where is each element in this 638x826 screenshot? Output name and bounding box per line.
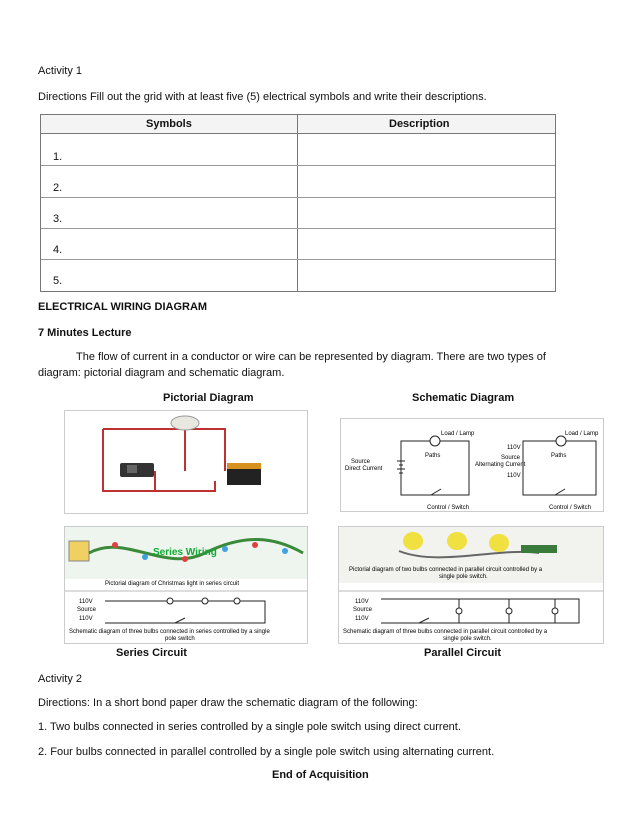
parallel-110v-label: 110V — [355, 616, 369, 622]
series-110v-label: 110V — [79, 599, 93, 605]
section-paragraph-line2: diagram: pictorial diagram and schematic diagram. — [38, 367, 285, 379]
grid-row-divider — [41, 259, 555, 260]
grid-row-divider — [41, 228, 555, 229]
parallel-source-label: Source — [353, 607, 373, 613]
series-pictorial-caption: Pictorial diagram of Christmas light in series circuit — [105, 581, 240, 587]
schematic-load-label: Load / Lamp — [441, 431, 475, 437]
schematic-paths-label: Paths — [425, 453, 441, 459]
grid-header — [41, 115, 555, 134]
schematic-110v-label: 110V — [507, 473, 521, 479]
schematic-source-label: Source — [351, 459, 371, 465]
schematic-ac-label: Alternating Current — [475, 462, 526, 468]
grid-row-divider — [41, 165, 555, 166]
grid-row-number: 5. — [53, 275, 63, 287]
series-110v-label: 110V — [79, 616, 93, 622]
series-circuit-image — [64, 526, 308, 644]
schematic-load-label: Load / Lamp — [565, 431, 599, 437]
schematic-dc-label: Direct Current — [345, 466, 383, 472]
parallel-schematic-caption: Schematic diagram of three bulbs connected in parallel circuit controlled by a — [343, 629, 548, 635]
activity2-item2: 2. Four bulbs connected in parallel controlled by a single pole switch using alternating current. — [38, 746, 495, 758]
section-subheading: 7 Minutes Lecture — [38, 327, 132, 339]
schematic-110v-label: 110V — [507, 445, 521, 451]
series-schematic-caption: Schematic diagram of three bulbs connected in series controlled by a single — [69, 629, 270, 635]
parallel-pictorial-caption: Pictorial diagram of two bulbs connected in parallel circuit controlled by a — [349, 567, 543, 573]
activity2-directions: Directions: In a short bond paper draw the schematic diagram of the following: — [38, 697, 418, 709]
grid-row-number: 1. — [53, 151, 63, 163]
parallel-circuit-label: Parallel Circuit — [424, 647, 502, 659]
series-banner: Series Wiring — [153, 547, 217, 558]
activity2-item1: 1. Two bulbs connected in series controlled by a single pole switch using direct current. — [38, 721, 461, 733]
grid-row-number: 3. — [53, 213, 63, 225]
activity1-title: Activity 1 — [38, 65, 83, 77]
grid-header-description: Description — [389, 118, 450, 130]
section-paragraph-line1: The flow of current in a conductor or wire can be represented by diagram. There are two types of — [76, 351, 546, 363]
activity2-title: Activity 2 — [38, 673, 83, 685]
parallel-110v-label: 110V — [355, 599, 369, 605]
grid-row-number: 2. — [53, 182, 63, 194]
series-circuit-label: Series Circuit — [116, 647, 187, 659]
pictorial-diagram-label: Pictorial Diagram — [163, 392, 254, 404]
schematic-diagram-image — [340, 418, 604, 512]
schematic-control-label: Control / Switch — [549, 505, 592, 511]
schematic-control-label: Control / Switch — [427, 505, 470, 511]
series-schematic-caption: pole switch — [165, 636, 195, 642]
schematic-diagram-label: Schematic Diagram — [412, 392, 515, 404]
parallel-pictorial-caption: single pole switch. — [439, 574, 488, 580]
schematic-paths-label: Paths — [551, 453, 567, 459]
end-of-acquisition: End of Acquisition — [272, 769, 369, 781]
series-source-label: Source — [77, 607, 97, 613]
symbols-grid — [40, 114, 556, 292]
section-heading: ELECTRICAL WIRING DIAGRAM — [38, 301, 208, 313]
parallel-schematic-caption: single pole switch. — [443, 636, 492, 642]
schematic-source-ac-label: Source — [501, 455, 521, 461]
grid-header-symbols: Symbols — [146, 118, 192, 130]
activity1-directions: Directions Fill out the grid with at least five (5) electrical symbols and write their descriptions. — [38, 91, 487, 103]
grid-row-number: 4. — [53, 244, 63, 256]
parallel-circuit-image — [338, 526, 604, 644]
grid-column-divider — [297, 115, 298, 291]
grid-row-divider — [41, 197, 555, 198]
pictorial-diagram-image — [64, 410, 308, 514]
